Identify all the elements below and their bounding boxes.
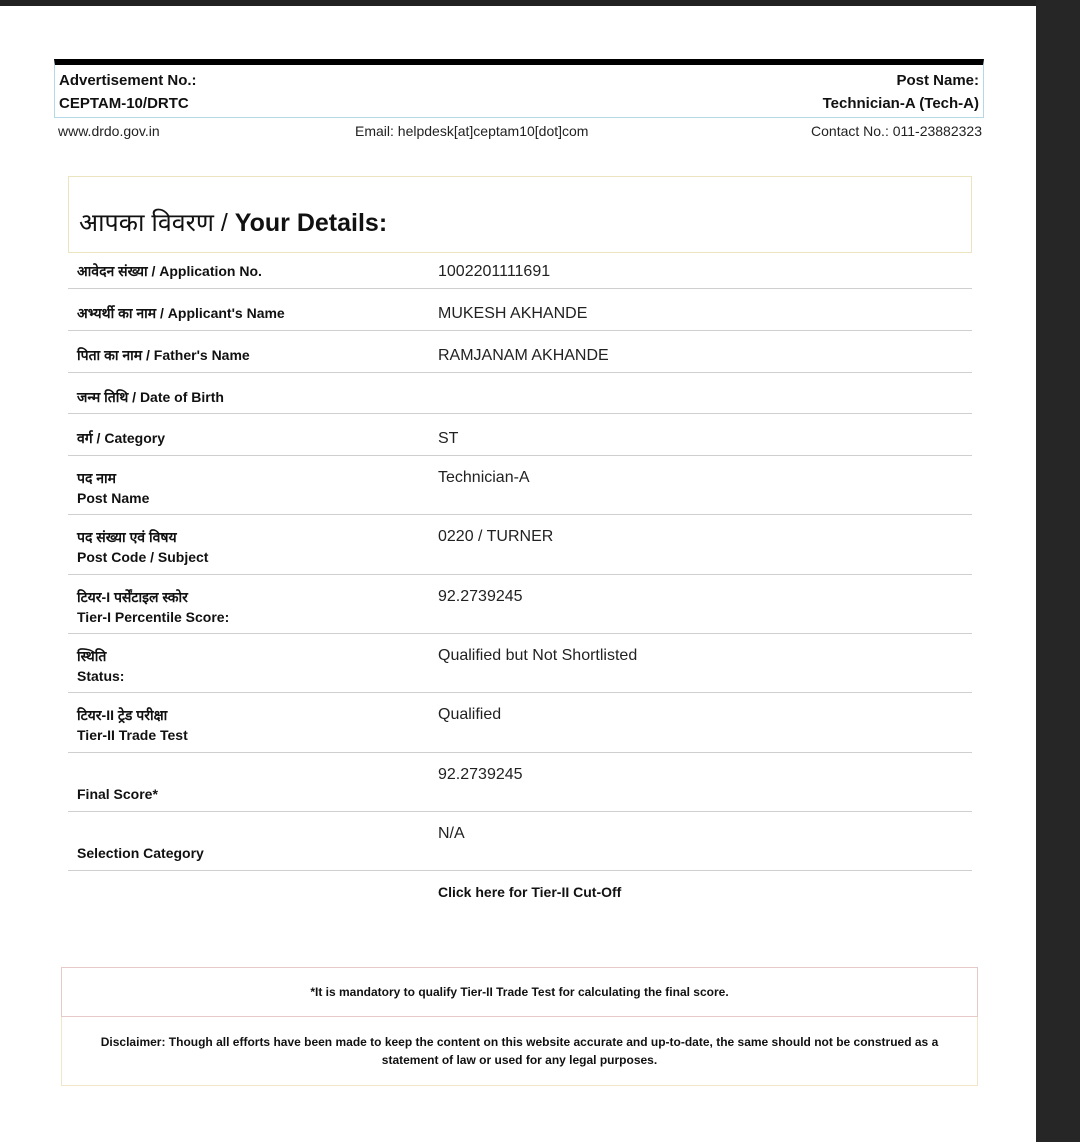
tier2-cutoff-link[interactable]: Click here for Tier-II Cut-Off <box>438 884 622 900</box>
row-label <box>77 843 204 863</box>
advertisement-block <box>59 69 197 115</box>
table-row <box>68 515 972 575</box>
row-label <box>77 646 124 686</box>
post-name-block <box>823 69 979 115</box>
row-label-secondary: Tier-II Trade Test <box>77 727 188 743</box>
details-title-english: Your Details: <box>234 209 388 237</box>
viewer-scroll-gutter <box>1036 0 1080 1142</box>
row-label-secondary: Post Name <box>77 490 150 506</box>
table-row <box>68 331 972 373</box>
row-label-primary: पिता का नाम / Father's Name <box>77 347 250 363</box>
row-value: Qualified but Not Shortlisted <box>438 647 638 664</box>
row-value: Technician-A <box>438 469 530 486</box>
row-label <box>77 705 188 745</box>
row-label-primary: आवेदन संख्या / Application No. <box>77 263 262 279</box>
row-label-secondary: Tier-I Percentile Score: <box>77 609 230 625</box>
details-title <box>79 205 387 239</box>
advertisement-header <box>54 59 984 118</box>
row-value: RAMJANAM AKHANDE <box>438 347 609 364</box>
row-label-primary: पद नाम <box>77 470 117 486</box>
row-label <box>77 303 285 323</box>
row-label <box>77 261 262 281</box>
row-label-primary: स्थिति <box>77 648 107 664</box>
row-label <box>77 468 149 508</box>
contact-info-row <box>58 123 982 143</box>
row-value: 92.2739245 <box>438 766 523 783</box>
mandatory-note: *It is mandatory to qualify Tier-II Trade Test for calculating the final score. <box>61 967 978 1017</box>
row-label <box>77 387 224 407</box>
row-label-secondary: Final Score* <box>77 786 158 802</box>
row-label-primary: जन्म तिथि / Date of Birth <box>77 389 224 405</box>
table-row <box>68 456 972 515</box>
row-label <box>77 428 165 448</box>
table-row <box>68 575 972 634</box>
row-label-primary: पद संख्या एवं विषय <box>77 529 177 545</box>
helpdesk-email: Email: helpdesk[at]ceptam10[dot]com <box>355 123 589 139</box>
table-row <box>68 812 972 871</box>
row-label <box>77 527 208 567</box>
details-header <box>68 176 972 253</box>
row-label-primary: वर्ग / Category <box>77 430 166 446</box>
row-label <box>77 587 229 627</box>
row-value: MUKESH AKHANDE <box>438 305 588 322</box>
row-value: 0220 / TURNER <box>438 528 554 545</box>
row-label <box>77 784 158 804</box>
table-row <box>68 634 972 693</box>
row-value: N/A <box>438 825 465 842</box>
advertisement-label: Advertisement No.: <box>59 72 197 89</box>
post-name-label: Post Name: <box>896 72 979 89</box>
contact-number: Contact No.: 011-23882323 <box>811 123 982 139</box>
post-name-value: Technician-A (Tech-A) <box>822 95 979 112</box>
details-title-hindi: आपका विवरण / <box>79 209 235 237</box>
table-row <box>68 373 972 414</box>
row-value: 92.2739245 <box>438 588 523 605</box>
row-label-secondary: Selection Category <box>77 845 204 861</box>
row-label-primary: टियर-II ट्रेड परीक्षा <box>77 707 168 723</box>
table-row <box>68 414 972 456</box>
row-value: 1002201111691 <box>438 263 551 280</box>
details-table <box>68 247 972 871</box>
table-row <box>68 753 972 812</box>
row-label-primary: अभ्यर्थी का नाम / Applicant's Name <box>77 305 285 321</box>
row-label <box>77 345 250 365</box>
disclaimer: Disclaimer: Though all efforts have been made to keep the content on this website accurate and up-to-date, the same should not be construed as a statement of law or used for any legal purposes. <box>61 1017 978 1086</box>
table-row <box>68 693 972 753</box>
document-page <box>0 6 1036 1142</box>
table-row <box>68 247 972 289</box>
table-row <box>68 289 972 331</box>
row-label-primary: टियर-I पर्सेंटाइल स्कोर <box>77 589 188 605</box>
website-link[interactable]: www.drdo.gov.in <box>58 123 160 139</box>
row-label-secondary: Status: <box>77 668 125 684</box>
row-value: ST <box>438 430 459 447</box>
row-value: Qualified <box>438 706 502 723</box>
row-label-secondary: Post Code / Subject <box>77 549 209 565</box>
advertisement-number: CEPTAM-10/DRTC <box>59 95 189 112</box>
